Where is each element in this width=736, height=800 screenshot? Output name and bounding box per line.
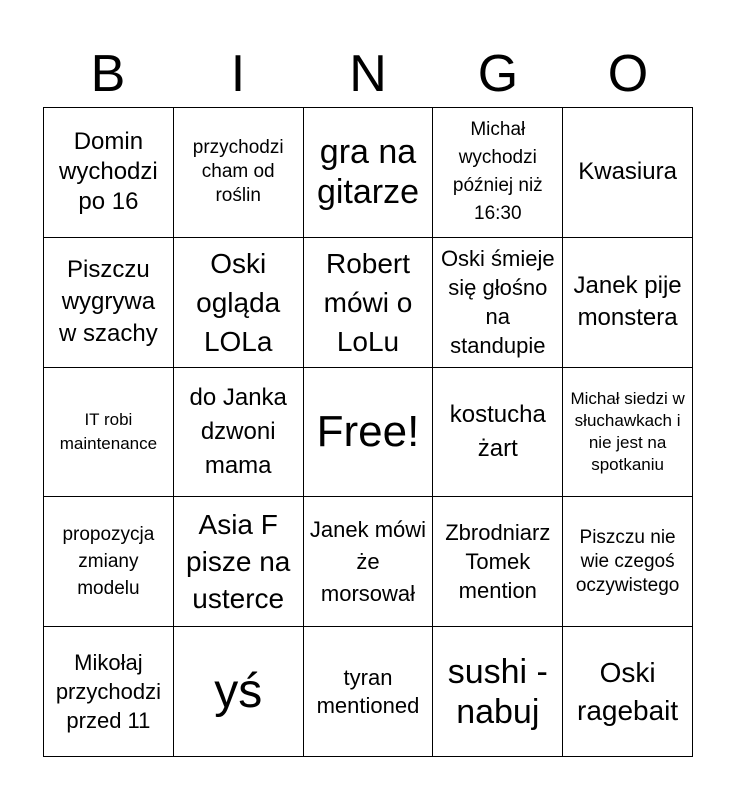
bingo-cell[interactable] xyxy=(563,497,693,627)
bingo-cell[interactable] xyxy=(174,108,304,238)
cell-text: Mikołaj przychodzi przed 11 xyxy=(55,650,161,734)
bingo-cell[interactable] xyxy=(304,627,434,757)
bingo-cell[interactable] xyxy=(44,238,174,368)
bingo-cell[interactable] xyxy=(433,497,563,627)
bingo-cell[interactable] xyxy=(563,368,693,498)
bingo-cell[interactable] xyxy=(433,108,563,238)
bingo-cell[interactable] xyxy=(433,368,563,498)
cell-text: propozycja zmiany modelu xyxy=(62,524,155,600)
bingo-cell[interactable] xyxy=(44,108,174,238)
header-letter-i: I xyxy=(230,45,246,103)
cell-text: Asia F pisze na usterce xyxy=(186,509,291,615)
cell-text: Piszczu nie wie czegoś oczywistego xyxy=(575,526,680,596)
cell-text: Oski śmieje się głośno na standupie xyxy=(440,246,555,359)
bingo-cell[interactable] xyxy=(304,497,434,627)
cell-text: Zbrodniarz Tomek mention xyxy=(445,520,551,604)
cell-text: Oski ogląda LOLa xyxy=(196,247,281,357)
bingo-cell[interactable] xyxy=(433,627,563,757)
header-letter-g: G xyxy=(477,45,519,103)
bingo-cell[interactable] xyxy=(44,497,174,627)
cell-text: Free! xyxy=(316,406,420,456)
bingo-board xyxy=(43,107,693,757)
bingo-cell[interactable] xyxy=(174,497,304,627)
bingo-header xyxy=(43,40,693,108)
cell-text: Oski ragebait xyxy=(577,656,679,726)
free-space[interactable] xyxy=(304,368,434,498)
cell-text: tyran mentioned xyxy=(316,664,420,718)
cell-text: gra na gitarze xyxy=(316,133,420,212)
bingo-cell[interactable] xyxy=(433,238,563,368)
cell-text: kostucha żart xyxy=(449,400,546,462)
bingo-cell[interactable] xyxy=(44,627,174,757)
bingo-cell[interactable] xyxy=(563,238,693,368)
header-letter-o: O xyxy=(607,45,649,103)
cell-text: przychodzi cham od roślin xyxy=(192,137,284,207)
cell-text: yś xyxy=(214,664,263,718)
cell-text: do Janka dzwoni mama xyxy=(189,383,287,479)
cell-text: Domin wychodzi po 16 xyxy=(59,128,158,216)
bingo-cell[interactable] xyxy=(563,108,693,238)
bingo-cell[interactable] xyxy=(174,627,304,757)
header-letter-n: N xyxy=(349,45,387,103)
cell-text: sushi - nabuj xyxy=(447,652,548,731)
header-letter-b: B xyxy=(90,45,126,103)
cell-text: Robert mówi o LoLu xyxy=(323,247,413,357)
bingo-cell[interactable] xyxy=(174,368,304,498)
bingo-cell[interactable] xyxy=(44,368,174,498)
bingo-cell[interactable] xyxy=(563,627,693,757)
cell-text: Janek pije monstera xyxy=(573,272,682,332)
bingo-cell[interactable] xyxy=(304,238,434,368)
bingo-cell[interactable] xyxy=(174,238,304,368)
cell-text: Kwasiura xyxy=(578,158,677,186)
cell-text: Piszczu wygrywa w szachy xyxy=(59,256,158,348)
bingo-cell[interactable] xyxy=(304,108,434,238)
cell-text: Michał siedzi w słuchawkach i nie jest na spotkaniu xyxy=(570,388,685,474)
cell-text: Janek mówi że morsował xyxy=(309,516,427,606)
cell-text: IT robi maintenance xyxy=(59,409,158,453)
cell-text: Michał wychodzi później niż 16:30 xyxy=(452,119,543,225)
